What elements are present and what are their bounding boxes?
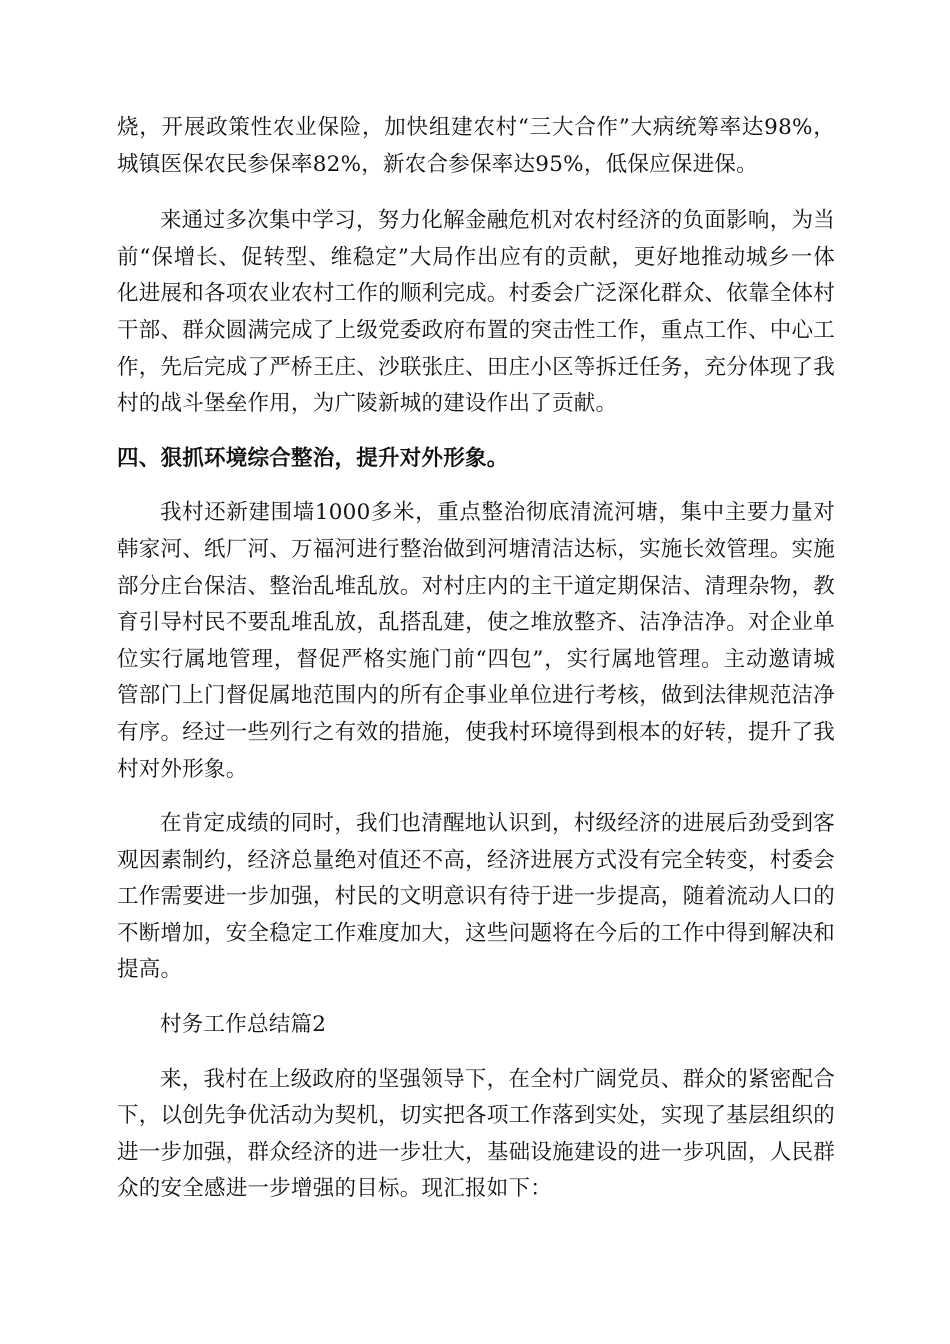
- article-subtitle: 村务工作总结篇2: [160, 1012, 327, 1038]
- paragraph-intro-report: 来，我村在上级政府的坚强领导下，在全村广阔党员、群众的紧密配合下，以创先争优活动为契机，切实把各项工作落到实处，实现了基层组织的进一步加强，群众经济的进一步壮大，基础设施建设的进一步巩固，人民群众的安全感进一步增强的目标。现汇报如下：: [117, 1066, 835, 1202]
- section-heading-environment: 四、狠抓环境综合整治，提升对外形象。: [117, 445, 509, 471]
- paragraph-environment-rectification: 我村还新建围墙1000多米，重点整治彻底清流河塘，集中主要力量对韩家河、纸厂河、万福河进行整治做到河塘清洁达标，实施长效管理。实施部分庄台保洁、整治乱堆乱放。对村庄内的主干道定期保洁、清理杂物，教育引导村民不要乱堆乱放，乱搭乱建，使之堆放整齐、洁净洁净。对企业单位实行属地管理，督促严格实施门前“四包”，实行属地管理。主动邀请城管部门上门督促属地范围内的所有企事业单位进行考核，做到法律规范洁净有序。经过一些列行之有效的措施，使我村环境得到根本的好转，提升了我村对外形象。: [117, 500, 835, 782]
- paragraph-learning-and-demolition: 来通过多次集中学习，努力化解金融危机对农村经济的负面影响，为当前“保增长、促转型、维稳定”大局作出应有的贡献，更好地推动城乡一体化进展和各项农业农村工作的顺利完成。村委会广泛深化群众、依靠全体村干部、群众圆满完成了上级党委政府布置的突击性工作，重点工作、中心工作，先后完成了严桥王庄、沙联张庄、田庄小区等拆迁任务，充分体现了我村的战斗堡垒作用，为广陵新城的建设作出了贡献。: [117, 208, 835, 417]
- paragraph-shortcomings: 在肯定成绩的同时，我们也清醒地认识到，村级经济的进展后劲受到客观因素制约，经济总量绝对值还不高，经济进展方式没有完全转变，村委会工作需要进一步加强，村民的文明意识有待于进一步提高，随着流动人口的不断增加，安全稳定工作难度加大，这些问题将在今后的工作中得到解决和提高。: [117, 811, 835, 983]
- document-page: [117, 110, 835, 1208]
- paragraph-insurance-stats: 烧，开展政策性农业保险，加快组建农村“三大合作”大病统筹率达98%，城镇医保农民参保率82%，新农合参保率达95%，低保应保进保。: [117, 115, 835, 177]
